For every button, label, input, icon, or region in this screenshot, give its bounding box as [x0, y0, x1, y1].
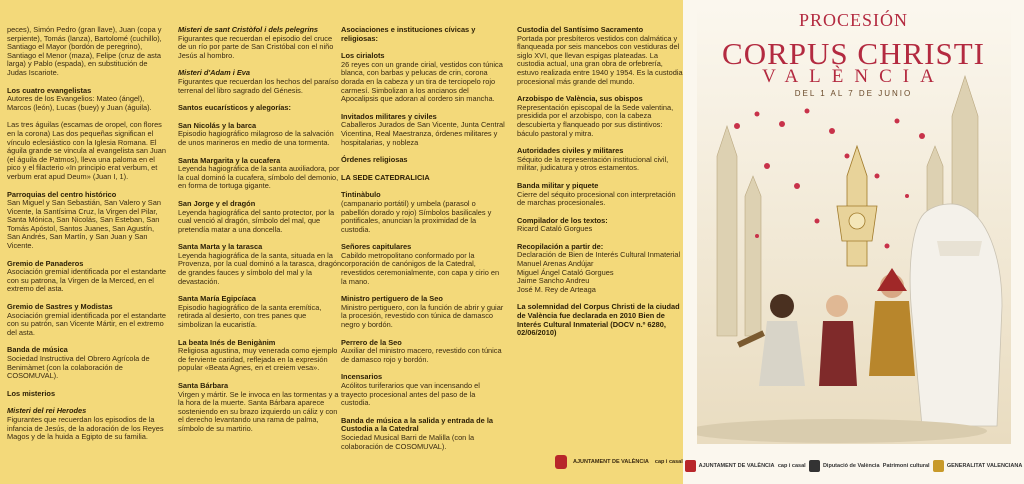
section-body: Caballeros Jurados de San Vicente, Junta Central Vicentina, Real Maestranza, órdenes militares y hospitalarias, y nobleza [341, 120, 505, 147]
logo-label: GENERALITAT VALENCIANA [946, 463, 1023, 469]
text-section [341, 373, 505, 407]
logo-label: AJUNTAMENT DE VALÈNCIA [698, 463, 775, 469]
text-section [341, 339, 505, 365]
text-section [517, 243, 683, 295]
section-heading: Santa Marta y la tarasca [178, 242, 263, 252]
section-heading: Custodia del Santísimo Sacramento [517, 25, 644, 34]
section-heading: Santa Bárbara [178, 381, 229, 390]
section-heading: LA SEDE CATEDRALICIA [341, 172, 430, 182]
section-heading: Invitados militares y civiles [341, 111, 437, 121]
section-body: Declaración de Bien de Interés Cultural Inmaterial Manuel Arenas Andújar Miguel Ángel Cataló Gorgues Jaime Sancho Andreu José M. Rey de Arteaga [517, 250, 681, 294]
section-heading: Los cuatro evangelistas [7, 85, 92, 95]
text-section [178, 69, 342, 95]
text-section [341, 113, 505, 147]
section-heading: Perrero de la Seo [341, 337, 402, 347]
section-body: Asociación gremial identificada por el estandarte con su patrona, la Virgen de la Merced, en el extremo del asta. [7, 267, 166, 294]
logo-diputacio [809, 460, 880, 472]
text-section [341, 295, 505, 329]
text-section [178, 26, 342, 60]
section-heading: Banda militar y piquete [517, 180, 599, 190]
section-heading: Señores capitulares [341, 242, 412, 252]
section-heading: Banda de música [7, 345, 68, 355]
section-heading: Misteri de sant Cristòfol i dels pelegrins [178, 25, 319, 34]
section-heading: Ministro pertiguero de la Seo [341, 294, 443, 304]
section-heading: Órdenes religiosas [341, 155, 408, 165]
text-section [517, 95, 683, 138]
section-body: Religiosa agustina, muy venerada como ejemplo de ferviente caridad, reflejada en la expresión popular «Beata Agnes, en et creiem vesa». [178, 346, 338, 373]
section-heading: Misteri d'Adam i Eva [178, 68, 250, 78]
section-body: Las tres águilas (escamas de oropel, con flores en la corona) Las dos pequeñas significan el vínculo eclesiástico con la Iglesia Romana. El águila grande se vincula al evangelista san Juan (el águila de Patmos), lleva una paloma en el pico y el filacterio «In principio erat verbum, et verbum erat apud Deum» (Juan I, 1). [7, 120, 167, 181]
text-section [341, 191, 505, 234]
section-body: Representación episcopal de la Sede valentina, presidida por el arzobispo, con la cabeza descubierta y flanqueado por sus distintivos: báculo pastoral y mitra. [517, 102, 674, 138]
poster-title-valencia: VALÈNCIA [762, 66, 945, 87]
section-heading: Autoridades civiles y militares [517, 146, 624, 156]
section-body: Ministro pertiguero, con la función de abrir y guiar la procesión, revestido con túnica de damasco negro y bordón. [341, 302, 504, 330]
section-body: Auxiliar del ministro macero, revestido con túnica de damasco rojo y bordón. [341, 346, 502, 364]
text-section [178, 295, 342, 329]
section-heading: Recopilación a partir de: [517, 241, 604, 251]
section-heading: Santos eucarísticos y alegorías: [178, 103, 291, 113]
text-section [7, 260, 169, 294]
poster-title-procesion: PROCESIÓN [798, 10, 909, 30]
section-body: Portada por presbíteros vestidos con dalmática y flanqueada por seis mancebos con vestiduras del siglo XVI, que llevan espigas plateadas. La custodia actual, una gran obra de orfebrería, estuvo realizada entre 1940 y 1954. Es la custodia procesional más grande del mundo. [517, 33, 683, 86]
text-section [7, 407, 169, 441]
text-section [341, 52, 505, 104]
section-body: Cabildo metropolitano conformado por la corporación de canónigos de la Catedral, revestidos ceremonialmente, con capa y cirio en la mano. [341, 250, 500, 286]
text-section [178, 243, 342, 286]
poster-title-corpus: CORPUS CHRISTI [722, 36, 985, 71]
text-section [178, 382, 342, 434]
logo-cap-i-casal [778, 463, 806, 469]
section-heading: San Jorge y el dragón [178, 198, 256, 208]
text-section [341, 174, 505, 183]
section-body: Séquito de la representación institucional civil, militar, judicatura y otros estamentos. [517, 154, 669, 173]
text-section [7, 390, 169, 399]
section-heading: Asociaciones e instituciones cívicas y religiosas: [341, 25, 476, 43]
section-heading: La beata Inés de Benigànim [178, 337, 276, 347]
text-column-1 [7, 26, 169, 451]
text-section [178, 122, 342, 148]
section-heading: Los misterios [7, 388, 56, 398]
section-body: Figurantes que recuerdan los episodios de la infancia de Jesús, de la adoración de los Reyes Magos y de la huida a Egipto de su familia. [7, 414, 164, 442]
logo-ajuntament [685, 460, 775, 472]
text-section [7, 87, 169, 113]
logo-label: Diputació de València [822, 463, 880, 469]
text-section [178, 157, 342, 191]
generalitat-icon [933, 460, 944, 472]
section-heading: Arzobispo de València, sus obispos [517, 94, 643, 104]
logo-patrimoni [883, 463, 930, 469]
section-heading: Gremio de Panaderos [7, 258, 84, 268]
text-section [517, 303, 683, 337]
city-seal-icon [685, 460, 696, 472]
text-section [7, 26, 169, 78]
text-column-2 [178, 26, 342, 443]
section-body: Sociedad Instructiva del Obrero Agrícola de Benimàmet (con la colaboración de COSOMUVAL). [7, 354, 150, 381]
text-section [517, 182, 683, 208]
logo-label: Patrimoni cultural [882, 463, 930, 469]
section-body: Ricard Cataló Gorgues [517, 224, 593, 234]
section-heading: Santa Margarita y la cucafera [178, 155, 281, 165]
text-section [341, 243, 505, 286]
section-body: Cierre del séquito procesional con interpretación de marchas procesionales. [517, 189, 676, 208]
section-body: Virgen y mártir. Se le invoca en las tormentas y a la hora de la muerte. Santa Bárbara aparece sosteniendo en su brazo izquierdo un cáliz y con el derecho levantando una rama de palma, símbolo de su martirio. [178, 389, 339, 433]
section-body: Asociación gremial identificada por el estandarte con su patrón, san Vicente Mártir, en el extremo del asta. [7, 310, 166, 337]
text-section [7, 191, 169, 251]
poster-logos [683, 448, 1024, 484]
section-heading: Santa María Egipcíaca [178, 294, 257, 304]
section-heading: La solemnidad del Corpus Christi de la ciudad de València fue declarada en 2010 Bien de Interés Cultural Inmaterial (DOCV n.º 6280, 02/06/2010) [517, 302, 680, 338]
text-section [178, 200, 342, 234]
section-heading: Los cirialots [341, 51, 385, 61]
section-heading: Misteri del rei Herodes [7, 406, 87, 416]
text-section [7, 121, 169, 181]
poster-dates: DEL 1 AL 7 DE JUNIO [794, 89, 913, 98]
section-body: (campanario portátil) y umbela (parasol o pabellón dorado y rojo) Símbolos basilicales y pontificales, anuncian la proximidad de la custodia. [341, 198, 492, 234]
diputacio-icon [809, 460, 820, 472]
text-column-4 [517, 26, 683, 347]
text-section [7, 346, 169, 380]
text-section [517, 217, 683, 234]
section-body: Figurantes que recuerdan los hechos del paraíso terrenal del libro sagrado del Génesis. [178, 76, 339, 95]
section-heading: Gremio de Sastres y Modistas [7, 302, 113, 312]
section-heading: Parroquias del centro histórico [7, 189, 117, 199]
section-body: Sociedad Musical Barri de Malilla (con la colaboración de COSOMUVAL). [341, 432, 475, 451]
text-section [517, 147, 683, 173]
section-body: Episodio hagiográfico milagroso de la salvación de unos marineros en medio de una tormenta. [178, 129, 334, 147]
section-heading: Incensarios [341, 372, 383, 382]
section-heading: Compilador de los textos: [517, 215, 608, 225]
section-body: Figurantes que recuerdan el episodio del cruce de un río por parte de San Cristóbal con el niño Jesús al hombro. [178, 33, 334, 60]
poster-cover [683, 0, 1024, 484]
logo-cap-i-casal: cap i casal [654, 459, 683, 465]
section-heading: San Nicolás y la barca [178, 120, 257, 130]
section-body: Autores de los Evangelios: Mateo (ángel), Marcos (león), Lucas (buey) y Juan (águila). [7, 94, 152, 112]
section-heading: Banda de música a la salida y entrada de la Custodia a la Catedral [341, 415, 493, 434]
text-section [341, 26, 505, 43]
text-section [517, 26, 683, 86]
section-body: San Miguel y San Sebastián, San Valero y San Vicente, la Santísima Cruz, la Virgen del Pilar, Santa Mónica, San Nicolás, San Esteban, San Tomás Apóstol, Santos Juanes, San Agustín, San Andrés, San Martín, y San Juan y San Vicente. [7, 198, 161, 251]
section-body: Episodio hagiográfico de la santa eremítica, retirada al desierto, con tres panes que simbolizan la eucaristía. [178, 302, 322, 330]
section-body: 26 reyes con un grande cirial, vestidos con túnica blanca, con barbas y pelucas de crin, corona dorada en la cabeza y un tira de terciopelo rojo carmesí. Simbolizan a los ancianos del Apocalipsis que adoran al cordero sin mancha. [341, 59, 503, 104]
logo-ajuntament: AJUNTAMENT DE VALÈNCIA [573, 459, 649, 465]
inner-logos [555, 455, 701, 469]
text-section [7, 303, 169, 337]
logo-label: cap i casal [777, 463, 806, 469]
section-body: Leyenda hagiográfica de la santa, situada en la Provenza, por la cual dominó a la tarasca, dragón de grandes fauces y símbolo del mal y la devastación. [178, 250, 342, 286]
text-section [178, 104, 342, 113]
section-heading: Tintinàbulo [341, 190, 381, 200]
section-body: Leyenda hagiográfica de la santa auxiliadora, por la cual dominó la cucafera, símbolo del demonio, en forma de tortuga gigante. [178, 164, 340, 191]
logo-generalitat [933, 460, 1022, 472]
section-body: peces), Simón Pedro (gran llave), Juan (copa y serpiente), Tomás (lanza), Bartolomé (cuchillo), Santiago el Mayor (bordón de peregrino), Santiago el Menor (maza), Felipe (cruz de asta larga) y Pablo (espada), en substitución de Judas Iscariote. [7, 25, 162, 77]
section-body: Acólitos turiferarios que van incensando el trayecto procesional antes del paso de la custodia. [341, 381, 480, 408]
section-body: Leyenda hagiográfica del santo protector, por la cual venció al dragón, símbolo del mal, que pretendía matar a una doncella. [178, 207, 335, 234]
city-seal-icon [555, 455, 567, 469]
text-section [178, 339, 342, 373]
text-section [341, 417, 505, 451]
text-section [341, 156, 505, 165]
text-column-3 [341, 26, 505, 460]
